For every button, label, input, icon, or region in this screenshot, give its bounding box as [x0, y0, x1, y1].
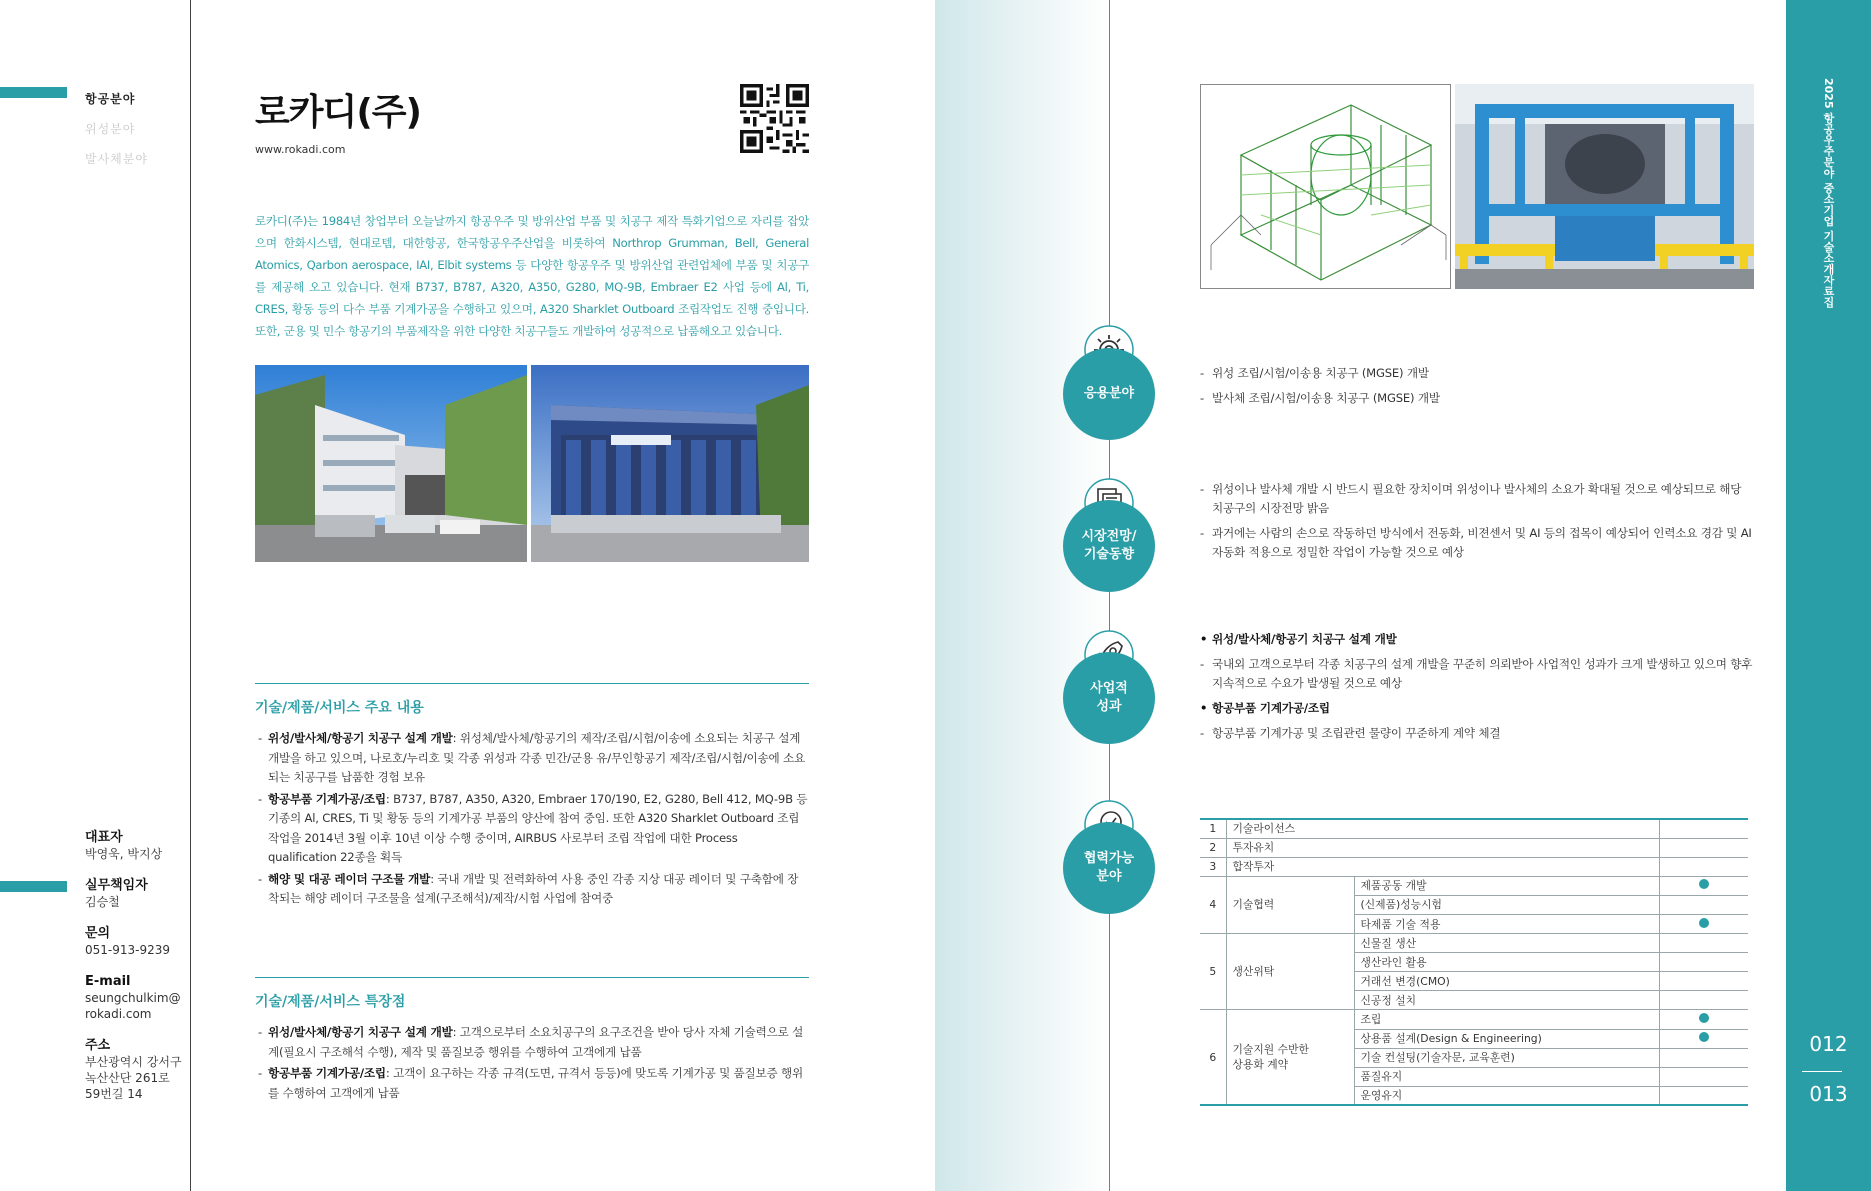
row-number: 1 [1200, 819, 1226, 838]
contact-manager [85, 878, 185, 910]
features-title: 기술/제품/서비스 특장점 [255, 994, 406, 1010]
contact-label: 문의 [85, 926, 111, 941]
row-subcategory: 상용품 설계(Design & Engineering) [1354, 1029, 1659, 1048]
row-mark [1659, 1010, 1748, 1029]
list-heading: • 항공부품 기계가공/조립 [1200, 699, 1754, 718]
application-list [1200, 364, 1754, 414]
contact-value: 051-913-9239 [85, 943, 171, 957]
row-mark [1659, 857, 1748, 876]
row-number: 5 [1200, 934, 1226, 1010]
list-item: - 항공부품 기계가공 및 조립관련 물량이 꾸준하게 계약 체결 [1200, 724, 1754, 743]
list-item [258, 1064, 809, 1103]
row-subcategory: 기술 컨설팅(기술자문, 교육훈련) [1354, 1048, 1659, 1067]
row-subcategory: 타제품 기술 적용 [1354, 914, 1659, 933]
category-nav [85, 84, 148, 174]
row-mark [1659, 1048, 1748, 1067]
main-content-list [258, 729, 809, 911]
row-subcategory: 신공정 설치 [1354, 991, 1659, 1010]
list-item: - 위성 조립/시험/이송용 치공구 (MGSE) 개발 [1200, 364, 1754, 383]
item-heading: 항공부품 기계가공/조립 [268, 791, 386, 806]
node-business-results: 사업적 성과 [1063, 652, 1155, 744]
nav-item-aviation[interactable]: 항공분야 [85, 92, 136, 106]
mgse-facility-photo [1455, 84, 1754, 289]
row-subcategory: 운영유지 [1354, 1086, 1659, 1105]
table-row [1200, 838, 1748, 857]
item-text: : 고객으로부터 소요치공구의 요구조건을 받아 당사 자체 기술력으로 설계(필요시 구조해석 수행), 제작 및 품질보증 행위를 수행하여 고객에게 납품 [268, 1025, 804, 1059]
table-row [1200, 819, 1748, 838]
row-category: 생산위탁 [1226, 934, 1354, 1010]
list-item: - 발사체 조립/시험/이송용 치공구 (MGSE) 개발 [1200, 389, 1754, 408]
contact-ceo [85, 830, 185, 862]
company-website[interactable]: www.rokadi.com [255, 143, 346, 156]
row-category: 기술협력 [1226, 876, 1354, 933]
node-market-outlook: 시장전망/ 기술동향 [1063, 500, 1155, 592]
table-row [1200, 876, 1748, 895]
row-mark [1659, 1067, 1748, 1086]
check-dot-icon [1699, 918, 1709, 928]
company-intro: 로카디(주)는 1984년 창업부터 오늘날까지 항공우주 및 방위산업 부품 및 치공구 제작 특화기업으로 자리를 잡았으며 한화시스템, 현대로템, 대한항공, 한국항공우주산업을 비롯하여 Northrop Grumman, Bell, General Atomics, Qarbon aerospace, IAI, Elbit systems 등 다양한 항공우주 및 방위산업 관련업체에 부품 및 치공구를 제공해 오고 있습니다. 현재 B737, B787, A320, A350, G280, MQ-9B, Embraer E2 사업 등에 Al, Ti, CRES, 황동 등의 다수 부품 기계가공을 수행하고 있으며, A320 Sharklet Outboard 조립작업도 진행 중입니다. 또한, 군용 및 민수 항공기의 부품제작을 위한 다양한 치공구들도 개발하여 성공적으로 납품해오고 있습니다. [255, 214, 809, 338]
check-dot-icon [1699, 1013, 1709, 1023]
company-title: 로카디(주) [255, 92, 422, 133]
list-item: - 과거에는 사람의 손으로 작동하던 방식에서 전동화, 비젼센서 및 AI 등의 접목이 예상되어 인력소요 경감 및 AI 자동화 적용으로 정밀한 작업이 가능할 것으로 예상 [1200, 524, 1754, 562]
node-application: 응용분야 [1063, 348, 1155, 440]
list-item: - 국내외 고객으로부터 각종 치공구의 설계 개발을 꾸준히 의뢰받아 사업적인 성과가 크게 발생하고 있으며 향후 지속적으로 수요가 발생될 것으로 예상 [1200, 655, 1754, 693]
row-category: 투자유치 [1226, 838, 1659, 857]
row-mark [1659, 972, 1748, 991]
list-item [258, 729, 809, 788]
row-category: 기술라이선스 [1226, 819, 1659, 838]
row-category: 기술지원 수반한 상용화 계약 [1226, 1010, 1354, 1105]
item-text: : B737, B787, A350, A320, Embraer 170/190, E2, G280, Bell 412, MQ-9B 등 기종의 Al, CRES, Ti 및 황동 등의 기계가공 부품의 양산에 참여 중임. 또한 A320 Sharklet Outboard 조립작업을 2014년 3월 이후 10년 이상 수행 중이며, AIRBUS 사로부터 조립 작업에 대한 Process qualification 22종을 획득 [268, 791, 808, 864]
contact-value: 김승철 [85, 895, 120, 909]
row-number: 3 [1200, 857, 1226, 876]
item-heading: 해양 및 대공 레이더 구조물 개발 [268, 871, 431, 886]
row-mark [1659, 819, 1748, 838]
item-text: : 국내 개발 및 전력화하여 사용 중인 각종 지상 대공 레이더 및 구축함에 장착되는 해양 레이더 구조물을 설계(구조해석)/제작/시험 사업에 참여중 [268, 871, 799, 905]
row-subcategory: 제품공동 개발 [1354, 876, 1659, 895]
page-gutter [935, 0, 1110, 1191]
row-number: 6 [1200, 1010, 1226, 1105]
item-text: : 위성체/발사체/항공기의 제작/조립/시험/이송에 소요되는 치공구 설계 개발을 하고 있으며, 나로호/누리호 및 각종 위성과 각종 민간/군용 유/무인항공기 제작/조립/시험/이송에 소요되는 치공구를 납품한 경험 보유 [268, 731, 806, 784]
section-rule [255, 683, 809, 684]
contact-phone [85, 926, 185, 958]
cooperation-table [1200, 818, 1748, 1106]
contact-email [85, 974, 185, 1022]
factory-photo-building [531, 365, 809, 562]
row-mark [1659, 876, 1748, 895]
main-content-title: 기술/제품/서비스 주요 내용 [255, 700, 424, 716]
contact-label: 주소 [85, 1038, 111, 1053]
contact-info [85, 830, 185, 1118]
band-title: 2025 항공우주분야 중소기업 기술소개자료집 [1822, 78, 1835, 308]
contact-value: 부산광역시 강서구 녹산산단 261로 59번길 14 [85, 1055, 182, 1101]
contact-label: 대표자 [85, 830, 123, 845]
list-item [258, 1023, 809, 1062]
contact-value: seungchulkim@ rokadi.com [85, 991, 181, 1021]
row-subcategory: (신제품)성능시험 [1354, 895, 1659, 914]
row-mark [1659, 934, 1748, 953]
page-number-left: 012 [1809, 1032, 1848, 1056]
nav-accent-bar [0, 87, 67, 98]
item-text: : 고객이 요구하는 각종 규격(도면, 규격서 등등)에 맞도록 기계가공 및 품질보증 행위를 수행하여 고객에게 납품 [268, 1066, 804, 1100]
qr-code-icon[interactable] [740, 84, 809, 153]
check-dot-icon [1699, 879, 1709, 889]
contact-value: 박영욱, 박지상 [85, 847, 163, 861]
nav-item-satellite[interactable]: 위성분야 [85, 122, 136, 136]
table-row [1200, 1010, 1748, 1029]
row-mark [1659, 991, 1748, 1010]
page-number-divider [1802, 1071, 1842, 1072]
nav-item-launcher[interactable]: 발사체분야 [85, 152, 148, 166]
list-item [258, 790, 809, 868]
row-number: 2 [1200, 838, 1226, 857]
list-heading: • 위성/발사체/항공기 치공구 설계 개발 [1200, 630, 1754, 649]
row-subcategory: 생산라인 활용 [1354, 953, 1659, 972]
mgse-cad-drawing [1200, 84, 1451, 289]
row-mark [1659, 1029, 1748, 1048]
node-cooperation: 협력가능 분야 [1063, 822, 1155, 914]
contact-label: E-mail [85, 974, 131, 989]
list-item [258, 870, 809, 909]
page-number-right: 013 [1809, 1082, 1848, 1106]
row-mark [1659, 953, 1748, 972]
timeline-line [1109, 0, 1110, 1191]
item-heading: 위성/발사체/항공기 치공구 설계 개발 [268, 731, 453, 745]
business-results-list [1200, 630, 1754, 749]
market-outlook-list [1200, 480, 1754, 568]
check-dot-icon [1699, 1032, 1709, 1042]
row-mark [1659, 914, 1748, 933]
row-subcategory: 품질유지 [1354, 1067, 1659, 1086]
features-list [258, 1023, 809, 1105]
list-item: - 위성이나 발사체 개발 시 반드시 필요한 장치이며 위성이나 발사체의 소요가 확대될 것으로 예상되므로 해당 치공구의 시장전망 밝음 [1200, 480, 1754, 518]
contact-accent-bar [0, 881, 67, 892]
sidebar-divider [190, 0, 191, 1191]
section-rule [255, 977, 809, 978]
row-mark [1659, 1086, 1748, 1105]
row-subcategory: 조립 [1354, 1010, 1659, 1029]
item-heading: 항공부품 기계가공/조립 [268, 1066, 386, 1080]
item-heading: 위성/발사체/항공기 치공구 설계 개발 [268, 1025, 453, 1039]
contact-address [85, 1038, 185, 1102]
row-mark [1659, 895, 1748, 914]
row-subcategory: 신물질 생산 [1354, 934, 1659, 953]
row-subcategory: 거래선 변경(CMO) [1354, 972, 1659, 991]
table-row [1200, 934, 1748, 953]
row-number: 4 [1200, 876, 1226, 933]
row-mark [1659, 838, 1748, 857]
row-category: 합작투자 [1226, 857, 1659, 876]
contact-label: 실무책임자 [85, 878, 148, 893]
factory-photo-street [255, 365, 527, 562]
table-row [1200, 857, 1748, 876]
